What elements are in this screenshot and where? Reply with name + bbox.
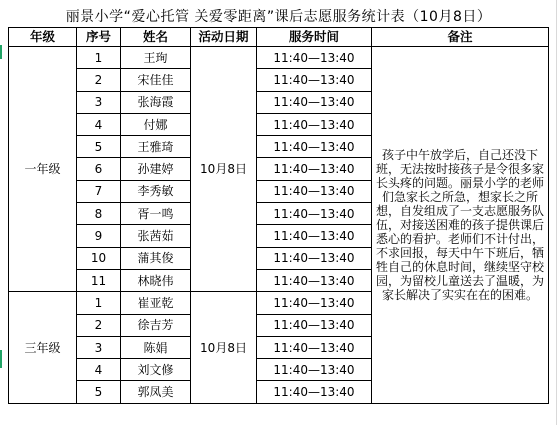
time-cell[interactable]: 11:40—13:40 xyxy=(257,69,372,91)
name-cell[interactable]: 张茜茹 xyxy=(121,225,191,247)
seq-cell[interactable]: 3 xyxy=(77,91,121,113)
time-cell[interactable]: 11:40—13:40 xyxy=(257,359,372,381)
time-cell[interactable]: 11:40—13:40 xyxy=(257,247,372,269)
name-cell[interactable]: 徐吉芳 xyxy=(121,314,191,336)
seq-cell[interactable]: 2 xyxy=(77,314,121,336)
seq-cell[interactable]: 5 xyxy=(77,381,121,403)
name-cell[interactable]: 刘文修 xyxy=(121,359,191,381)
date-cell[interactable]: 10月8日 xyxy=(191,47,257,292)
seq-cell[interactable]: 3 xyxy=(77,336,121,358)
seq-cell[interactable]: 1 xyxy=(77,292,121,314)
header-date[interactable]: 活动日期 xyxy=(191,28,257,47)
time-cell[interactable]: 11:40—13:40 xyxy=(257,225,372,247)
time-cell[interactable]: 11:40—13:40 xyxy=(257,314,372,336)
header-seq[interactable]: 序号 xyxy=(77,28,121,47)
note-cell[interactable]: 孩子中午放学后，自己还没下班，无法按时接孩子是令很多家长头疼的问题。丽景小学的老师们急家长之所急，想家长之所想，自发组成了一支志愿服务队伍，对接送困难的孩子提供课后悉心的看护。老师们不计付出，不求回报，每天中午下班后，牺牲自己的休息时间，继续坚守校园，为留校儿童送去了温暖，为家长解决了实实在在的困难。 xyxy=(372,47,549,404)
seq-cell[interactable]: 10 xyxy=(77,247,121,269)
name-cell[interactable]: 陈娟 xyxy=(121,336,191,358)
name-cell[interactable]: 崔亚乾 xyxy=(121,292,191,314)
table-row xyxy=(9,47,549,69)
time-cell[interactable]: 11:40—13:40 xyxy=(257,381,372,403)
header-grade[interactable]: 年级 xyxy=(9,28,77,47)
time-cell[interactable]: 11:40—13:40 xyxy=(257,158,372,180)
name-cell[interactable]: 林晓伟 xyxy=(121,269,191,291)
date-cell[interactable]: 10月8日 xyxy=(191,292,257,403)
header-time[interactable]: 服务时间 xyxy=(257,28,372,47)
header-note[interactable]: 备注 xyxy=(372,28,549,47)
name-cell[interactable]: 孙建婷 xyxy=(121,158,191,180)
seq-cell[interactable]: 5 xyxy=(77,136,121,158)
seq-cell[interactable]: 11 xyxy=(77,269,121,291)
name-cell[interactable]: 付娜 xyxy=(121,113,191,135)
volunteer-service-table xyxy=(8,6,549,404)
time-cell[interactable]: 11:40—13:40 xyxy=(257,269,372,291)
header-row xyxy=(9,28,549,47)
name-cell[interactable]: 胥一鸣 xyxy=(121,203,191,225)
time-cell[interactable]: 11:40—13:40 xyxy=(257,91,372,113)
name-cell[interactable]: 李秀敏 xyxy=(121,180,191,202)
time-cell[interactable]: 11:40—13:40 xyxy=(257,113,372,135)
table-title[interactable]: 丽景小学“爱心托管 关爱零距离”课后志愿服务统计表（10月8日） xyxy=(65,8,492,25)
name-cell[interactable]: 王珣 xyxy=(121,47,191,69)
name-cell[interactable]: 蒲其俊 xyxy=(121,247,191,269)
name-cell[interactable]: 宋佳佳 xyxy=(121,69,191,91)
time-cell[interactable]: 11:40—13:40 xyxy=(257,292,372,314)
grade-cell[interactable]: 一年级 xyxy=(9,47,77,292)
seq-cell[interactable]: 8 xyxy=(77,203,121,225)
row-selection-marker xyxy=(0,45,2,59)
seq-cell[interactable]: 1 xyxy=(77,47,121,69)
name-cell[interactable]: 张海霞 xyxy=(121,91,191,113)
time-cell[interactable]: 11:40—13:40 xyxy=(257,136,372,158)
seq-cell[interactable]: 4 xyxy=(77,113,121,135)
grade-cell[interactable]: 三年级 xyxy=(9,292,77,403)
header-name[interactable]: 姓名 xyxy=(121,28,191,47)
time-cell[interactable]: 11:40—13:40 xyxy=(257,203,372,225)
time-cell[interactable]: 11:40—13:40 xyxy=(257,336,372,358)
time-cell[interactable]: 11:40—13:40 xyxy=(257,180,372,202)
seq-cell[interactable]: 6 xyxy=(77,158,121,180)
seq-cell[interactable]: 2 xyxy=(77,69,121,91)
seq-cell[interactable]: 4 xyxy=(77,359,121,381)
name-cell[interactable]: 郭凤美 xyxy=(121,381,191,403)
time-cell[interactable]: 11:40—13:40 xyxy=(257,47,372,69)
row-selection-marker xyxy=(0,350,2,368)
seq-cell[interactable]: 9 xyxy=(77,225,121,247)
name-cell[interactable]: 王雅琦 xyxy=(121,136,191,158)
seq-cell[interactable]: 7 xyxy=(77,180,121,202)
